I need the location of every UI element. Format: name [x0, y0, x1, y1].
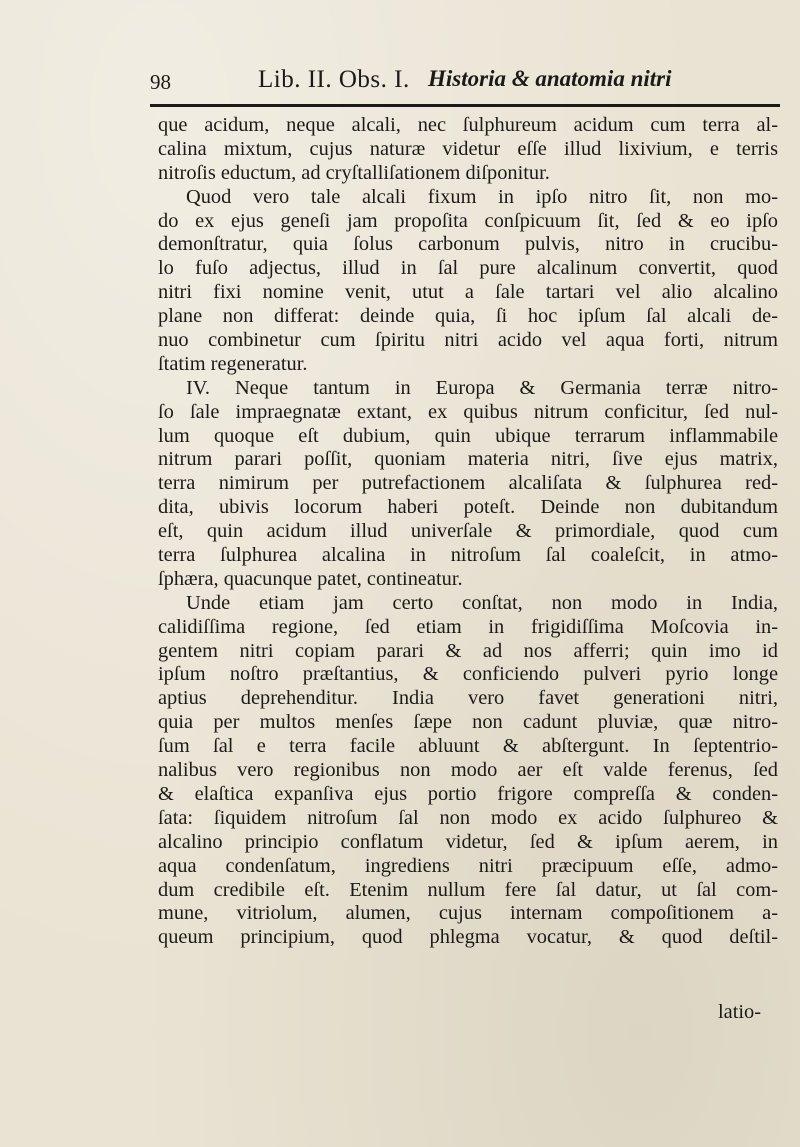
text-line: IV. Neque tantum in Europa & Germania terræ nitro-: [186, 376, 778, 399]
text-line: calina mixtum, cujus naturæ videtur eſſe illud lixivium, e terris: [158, 137, 778, 160]
running-title: Historia & anatomia nitri: [428, 66, 672, 91]
text-line: dita, ubivis locorum haberi poteſt. Deinde non dubitandum: [158, 496, 778, 519]
text-line: lo fuſo adjectus, illud in ſal pure alcalinum convertit, quod: [158, 257, 778, 280]
text-line: ſata: ſiquidem nitroſum ſal non modo ex acido ſulphureo &: [158, 806, 778, 829]
header-rule: [150, 104, 780, 107]
text-line: quia per multos menſes ſæpe non cadunt pluviæ, quæ nitro-: [158, 711, 778, 734]
book-reference: Lib. II. Obs. I.: [258, 66, 410, 93]
text-line: nitroſis eductum, ad cryſtalliſationem diſponitur.: [158, 161, 550, 184]
text-line: terra ſulphurea alcalina in nitroſum ſal coaleſcit, in atmo-: [158, 544, 778, 567]
text-line: dum credibile eſt. Etenim nullum fere ſal datur, ut ſal com-: [158, 878, 778, 901]
running-head: [150, 66, 790, 106]
text-line: do ex ejus geneſi jam propoſita conſpicuum ſit, ſed & eo ipſo: [158, 209, 778, 232]
text-line: queum principium, quod phlegma vocatur, & quod deſtil-: [158, 926, 778, 949]
catchword: latio-: [718, 1001, 762, 1023]
text-line: & elaſtica expanſiva ejus portio frigore compreſſa & conden-: [158, 782, 778, 805]
text-line: terra nimirum per putrefactionem alcaliſata & ſulphurea red-: [158, 472, 778, 495]
text-line: ſum ſal e terra facile abluunt & abſtergunt. In ſeptentrio-: [158, 735, 778, 758]
text-line: ſtatim regeneratur.: [158, 352, 308, 375]
text-line: mune, vitriolum, alumen, cujus internam compoſitionem a-: [158, 902, 778, 925]
text-line: Quod vero tale alcali fixum in ipſo nitro ſit, non mo-: [186, 185, 778, 208]
text-line: ſphæra, quacunque patet, contineatur.: [158, 567, 463, 590]
text-line: lum quoque eſt dubium, quin ubique terrarum inflammabile: [158, 424, 778, 447]
text-line: plane non differat: deinde quia, ſi hoc ipſum ſal alcali de-: [158, 305, 778, 328]
text-line: ipſum noſtro præſtantius, & conficiendo pulveri pyrio longe: [158, 663, 778, 686]
text-line: alcalino principio conflatum videtur, ſed & ipſum aerem, in: [158, 830, 778, 853]
text-line: nitrum parari poſſit, quoniam materia nitri, ſive ejus matrix,: [158, 448, 778, 471]
text-line: nitri fixi nomine venit, utut a ſale tartari vel alio alcalino: [158, 281, 778, 304]
text-line: aptius deprehenditur. India vero favet generationi nitri,: [158, 687, 778, 710]
text-line: calidiſſima regione, ſed etiam in frigidiſſima Moſcovia in-: [158, 615, 778, 638]
text-line: aqua condenſatum, ingrediens nitri præcipuum eſſe, admo-: [158, 854, 778, 877]
text-line: demonſtratur, quia ſolus carbonum pulvis, nitro in crucibu-: [158, 233, 778, 256]
body-text: [158, 114, 778, 950]
text-line: que acidum, neque alcali, nec ſulphureum acidum cum terra al-: [158, 114, 778, 136]
text-line: nalibus vero regionibus non modo aer eſt valde ferenus, ſed: [158, 759, 778, 782]
text-line: ſo ſale impraegnatæ extant, ex quibus nitrum conficitur, ſed nul-: [158, 400, 778, 423]
text-line: gentem nitri copiam parari & ad nos afferri; quin imo id: [158, 639, 778, 662]
page-number: 98: [150, 70, 171, 94]
text-line: nuo combinetur cum ſpiritu nitri acido vel aqua forti, nitrum: [158, 329, 778, 352]
text-line: eſt, quin acidum illud univerſale & primordiale, quod cum: [158, 520, 778, 543]
text-line: Unde etiam jam certo conſtat, non modo in India,: [186, 591, 778, 614]
